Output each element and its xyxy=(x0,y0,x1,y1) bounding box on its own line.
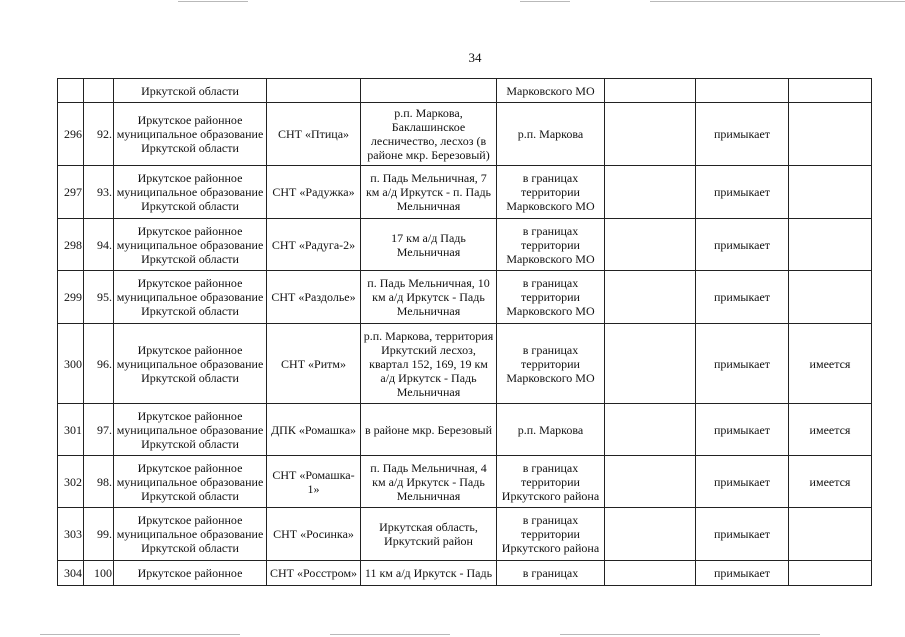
availability-cell xyxy=(789,508,872,561)
scan-edge-top-right xyxy=(650,1,905,2)
boundary-cell-text: в границах территории Иркутского района xyxy=(501,513,600,555)
page-number: 34 xyxy=(468,50,482,65)
municipality-cell-text: Иркутское районное муниципальное образование Иркутской области xyxy=(116,408,264,451)
municipality-cell xyxy=(114,103,267,166)
boundary-cell-text: в границах территории Марковского МО xyxy=(506,342,595,385)
registry-table-body xyxy=(58,79,872,586)
organization-name-cell xyxy=(267,561,361,586)
item-number-cell-text: 98. xyxy=(97,474,112,489)
item-number-cell-text: 99. xyxy=(97,527,112,541)
adjacency-cell-text: примыкает xyxy=(713,422,771,437)
table-row xyxy=(58,271,872,324)
table-row xyxy=(58,79,872,103)
boundary-cell xyxy=(497,79,605,103)
municipality-cell-text: Иркутское районное xyxy=(137,566,243,580)
table-row xyxy=(58,404,872,456)
scan-edge-bottom-left xyxy=(40,634,240,635)
boundary-cell xyxy=(497,404,605,456)
item-number-cell-text: 100 xyxy=(94,566,112,580)
boundary-cell xyxy=(497,219,605,271)
location-cell-text: 17 км а/д Падь Мельничная xyxy=(391,230,466,259)
availability-cell xyxy=(789,166,872,219)
location-cell xyxy=(361,271,497,324)
location-cell-text: 11 км а/д Иркутск - Падь xyxy=(364,566,493,580)
row-number-cell-text: 303 xyxy=(64,527,82,541)
adjacency-cell-text: примыкает xyxy=(713,356,771,371)
adjacency-cell-text: примыкает xyxy=(713,290,771,304)
item-number-cell-text: 94. xyxy=(97,237,112,252)
item-number-cell xyxy=(84,324,114,404)
table-row xyxy=(58,561,872,586)
empty-column-cell xyxy=(605,79,696,103)
availability-cell-text: имеется xyxy=(809,474,851,489)
adjacency-cell-text: примыкает xyxy=(713,474,771,489)
boundary-cell xyxy=(497,103,605,166)
table-row xyxy=(58,456,872,508)
row-number-cell xyxy=(58,561,84,586)
location-cell-text: п. Падь Мельничная, 7 км а/д Иркутск - п. Падь Мельничная xyxy=(365,171,492,213)
row-number-cell-text: 302 xyxy=(64,474,82,489)
row-number-cell xyxy=(58,324,84,404)
item-number-cell-text: 96. xyxy=(97,356,112,371)
municipality-cell-text: Иркутское районное муниципальное образование Иркутской области xyxy=(116,342,264,385)
item-number-cell xyxy=(84,103,114,166)
organization-name-cell-text: СНТ «Радужка» xyxy=(272,185,355,199)
municipality-cell-text: Иркутское районное муниципальное образование Иркутской области xyxy=(116,460,264,503)
organization-name-cell-text: СНТ «Раздолье» xyxy=(271,290,356,304)
boundary-cell-text: в границах xyxy=(522,566,579,580)
item-number-cell xyxy=(84,79,114,103)
municipality-cell xyxy=(114,324,267,404)
row-number-cell-text: 300 xyxy=(64,356,82,371)
adjacency-cell-text: примыкает xyxy=(713,185,771,199)
row-number-cell-text: 299 xyxy=(64,290,82,304)
organization-name-cell-text: ДПК «Ромашка» xyxy=(270,422,357,437)
organization-name-cell-text: СНТ «Ромашка- 1» xyxy=(272,467,355,496)
adjacency-cell xyxy=(696,404,789,456)
scan-edge-bottom-right xyxy=(560,634,820,635)
location-cell xyxy=(361,456,497,508)
item-number-cell xyxy=(84,508,114,561)
adjacency-cell xyxy=(696,508,789,561)
municipality-cell xyxy=(114,79,267,103)
row-number-cell xyxy=(58,79,84,103)
municipality-cell-text: Иркутской области xyxy=(141,83,239,98)
availability-cell xyxy=(789,404,872,456)
location-cell-text: Иркутская область, Иркутский район xyxy=(379,520,478,548)
location-cell xyxy=(361,561,497,586)
boundary-cell xyxy=(497,271,605,324)
municipality-cell-text: Иркутское районное муниципальное образование Иркутской области xyxy=(116,113,264,155)
empty-column-cell xyxy=(605,166,696,219)
scan-edge-top-mid xyxy=(520,1,570,2)
municipality-cell xyxy=(114,271,267,324)
organization-name-cell xyxy=(267,324,361,404)
boundary-cell-text: в границах территории Марковского МО xyxy=(506,276,595,318)
location-cell-text: п. Падь Мельничная, 10 км а/д Иркутск - Падь Мельничная xyxy=(367,276,490,318)
item-number-cell-text: 93. xyxy=(97,185,112,199)
organization-name-cell-text: СНТ «Птица» xyxy=(277,127,350,141)
organization-name-cell xyxy=(267,166,361,219)
table-row xyxy=(58,103,872,166)
item-number-cell xyxy=(84,404,114,456)
availability-cell xyxy=(789,456,872,508)
organization-name-cell xyxy=(267,79,361,103)
adjacency-cell xyxy=(696,79,789,103)
location-cell xyxy=(361,219,497,271)
registry-table xyxy=(57,78,872,586)
availability-cell-text: имеется xyxy=(809,422,851,437)
row-number-cell xyxy=(58,219,84,271)
organization-name-cell xyxy=(267,219,361,271)
adjacency-cell xyxy=(696,561,789,586)
empty-column-cell xyxy=(605,404,696,456)
boundary-cell-text: р.п. Маркова xyxy=(517,127,584,141)
boundary-cell xyxy=(497,166,605,219)
municipality-cell xyxy=(114,561,267,586)
organization-name-cell-text: СНТ «Росинка» xyxy=(273,527,354,541)
item-number-cell xyxy=(84,271,114,324)
row-number-cell xyxy=(58,166,84,219)
table-row xyxy=(58,219,872,271)
organization-name-cell-text: СНТ «Радуга-2» xyxy=(271,237,356,252)
adjacency-cell xyxy=(696,166,789,219)
row-number-cell xyxy=(58,508,84,561)
availability-cell xyxy=(789,219,872,271)
organization-name-cell-text: СНТ «Росстром» xyxy=(269,566,358,580)
adjacency-cell xyxy=(696,324,789,404)
location-cell xyxy=(361,103,497,166)
row-number-cell-text: 297 xyxy=(64,185,82,199)
empty-column-cell xyxy=(605,508,696,561)
boundary-cell-text: в границах территории Марковского МО xyxy=(506,171,595,213)
empty-column-cell xyxy=(605,324,696,404)
location-cell xyxy=(361,166,497,219)
item-number-cell-text: 92. xyxy=(97,127,112,141)
location-cell xyxy=(361,508,497,561)
municipality-cell-text: Иркутское районное муниципальное образование Иркутской области xyxy=(116,223,264,266)
municipality-cell-text: Иркутское районное муниципальное образование Иркутской области xyxy=(116,513,264,555)
row-number-cell xyxy=(58,271,84,324)
location-cell-text: р.п. Маркова, Баклашинское лесничество, лесхоз (в районе мкр. Березовый) xyxy=(367,106,490,162)
table-row xyxy=(58,324,872,404)
item-number-cell xyxy=(84,219,114,271)
availability-cell xyxy=(789,103,872,166)
location-cell-text: п. Падь Мельничная, 4 км а/д Иркутск - Падь Мельничная xyxy=(370,460,487,503)
row-number-cell-text: 296 xyxy=(64,127,82,141)
boundary-cell xyxy=(497,456,605,508)
availability-cell xyxy=(789,79,872,103)
organization-name-cell-text: СНТ «Ритм» xyxy=(281,356,346,371)
row-number-cell-text: 304 xyxy=(64,566,82,580)
municipality-cell-text: Иркутское районное муниципальное образование Иркутской области xyxy=(116,171,264,213)
empty-column-cell xyxy=(605,219,696,271)
row-number-cell xyxy=(58,404,84,456)
adjacency-cell-text: примыкает xyxy=(713,566,771,580)
empty-column-cell xyxy=(605,561,696,586)
item-number-cell xyxy=(84,561,114,586)
municipality-cell xyxy=(114,166,267,219)
boundary-cell-text: Марковского МО xyxy=(506,83,595,98)
item-number-cell-text: 95. xyxy=(97,290,112,304)
municipality-cell xyxy=(114,508,267,561)
row-number-cell-text: 301 xyxy=(64,422,82,437)
organization-name-cell xyxy=(267,103,361,166)
adjacency-cell xyxy=(696,456,789,508)
availability-cell-text: имеется xyxy=(809,356,851,371)
row-number-cell-text: 298 xyxy=(64,237,82,252)
municipality-cell xyxy=(114,456,267,508)
boundary-cell xyxy=(497,324,605,404)
adjacency-cell xyxy=(696,271,789,324)
empty-column-cell xyxy=(605,271,696,324)
scan-edge-top-left xyxy=(178,1,248,2)
boundary-cell-text: р.п. Маркова xyxy=(517,422,584,437)
availability-cell xyxy=(789,324,872,404)
availability-cell xyxy=(789,271,872,324)
location-cell xyxy=(361,404,497,456)
location-cell xyxy=(361,324,497,404)
scan-edge-bottom-mid xyxy=(330,634,450,635)
location-cell-text: в районе мкр. Березовый xyxy=(364,422,493,437)
item-number-cell-text: 97. xyxy=(97,422,112,437)
item-number-cell xyxy=(84,456,114,508)
location-cell xyxy=(361,79,497,103)
empty-column-cell xyxy=(605,456,696,508)
municipality-cell xyxy=(114,404,267,456)
adjacency-cell-text: примыкает xyxy=(713,127,771,141)
row-number-cell xyxy=(58,103,84,166)
municipality-cell xyxy=(114,219,267,271)
organization-name-cell xyxy=(267,271,361,324)
adjacency-cell xyxy=(696,103,789,166)
row-number-cell xyxy=(58,456,84,508)
organization-name-cell xyxy=(267,404,361,456)
table-row xyxy=(58,166,872,219)
boundary-cell xyxy=(497,561,605,586)
item-number-cell xyxy=(84,166,114,219)
organization-name-cell xyxy=(267,456,361,508)
boundary-cell-text: в границах территории Марковского МО xyxy=(506,223,595,266)
boundary-cell xyxy=(497,508,605,561)
location-cell-text: р.п. Маркова, территория Иркутский лесхоз, квартал 152, 169, 19 км а/д Иркутск - Падь Мельничная xyxy=(363,328,494,399)
adjacency-cell-text: примыкает xyxy=(713,527,771,541)
table-row xyxy=(58,508,872,561)
adjacency-cell xyxy=(696,219,789,271)
availability-cell xyxy=(789,561,872,586)
empty-column-cell xyxy=(605,103,696,166)
adjacency-cell-text: примыкает xyxy=(713,237,771,252)
organization-name-cell xyxy=(267,508,361,561)
municipality-cell-text: Иркутское районное муниципальное образование Иркутской области xyxy=(116,276,264,318)
boundary-cell-text: в границах территории Иркутского района xyxy=(501,460,600,503)
